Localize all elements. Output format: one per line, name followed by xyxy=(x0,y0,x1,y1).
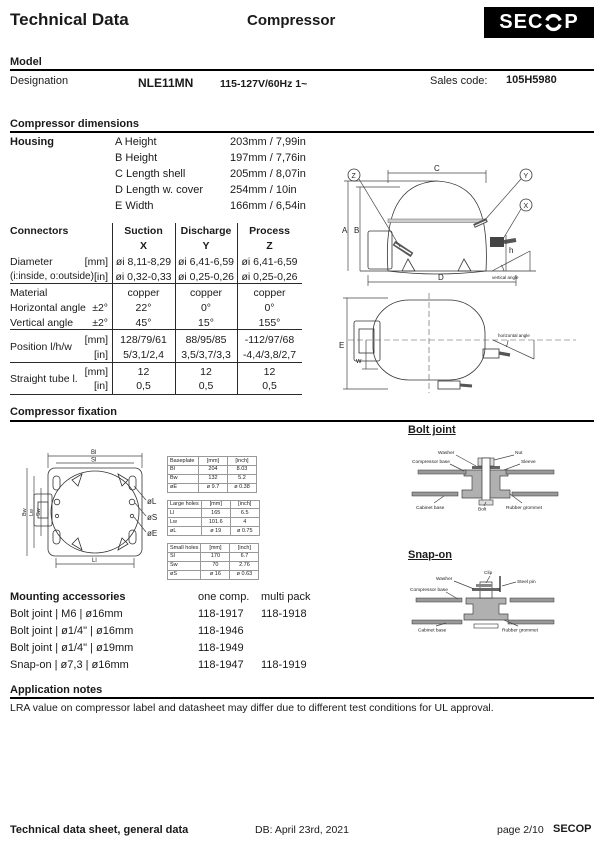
secop-o-icon xyxy=(544,13,563,32)
dim-label-b: B xyxy=(354,226,360,235)
connectors-table xyxy=(10,223,302,395)
bolt-joint-title: Bolt joint xyxy=(408,424,456,436)
mounting-multi-pack: 118-1918 xyxy=(261,608,307,620)
small-hole xyxy=(129,499,135,505)
cabinet-base-label: Cabinet base xyxy=(418,628,447,634)
fixation-baseplate-drawing xyxy=(22,446,167,572)
dim-label-d: D xyxy=(438,273,444,282)
dim-bl: Bl xyxy=(91,450,97,456)
compressor-base-label: Compressor base xyxy=(410,588,448,593)
small-hole xyxy=(54,499,60,505)
bolt-label: Bolt xyxy=(478,507,487,512)
mounting-foot xyxy=(458,259,471,271)
designation-label: Designation xyxy=(10,75,69,87)
section-title-fixation: Compressor fixation xyxy=(10,406,117,418)
section-title-application-notes: Application notes xyxy=(10,684,103,696)
washer-label: Washer xyxy=(436,577,453,582)
dim-value: 203mm / 7,99in xyxy=(230,136,306,148)
col-code: X xyxy=(139,240,147,252)
voltage-value: 115-127V/60Hz 1~ xyxy=(220,78,308,90)
mounting-one-comp: 118-1947 xyxy=(198,659,244,671)
secop-logo xyxy=(484,7,594,38)
washer-label: Washer xyxy=(438,451,455,456)
mounting-row-label: Bolt joint | M6 | ø16mm xyxy=(10,608,123,620)
tiny-hole xyxy=(55,514,58,517)
compressor-base-plate xyxy=(416,598,462,602)
cabinet-base-plate xyxy=(412,620,462,624)
table-row: Vertical angle ±2° 45° 15° 155° xyxy=(10,317,281,329)
compressor-side-view-drawing xyxy=(340,163,540,289)
application-note-text: LRA value on compressor label and datasheet may differ due to different test conditions for UL approval. xyxy=(10,702,494,714)
balloon-y: Y xyxy=(523,173,529,180)
dim-value: 197mm / 7,76in xyxy=(230,152,306,164)
section-rule xyxy=(10,131,594,133)
logo-text-p: P xyxy=(564,11,579,33)
col-header: Discharge xyxy=(180,225,232,237)
body-outline-top xyxy=(51,471,139,553)
connectors-title: Connectors xyxy=(10,225,69,237)
cabinet-base-plate xyxy=(508,620,554,624)
dim-label-h: h xyxy=(509,246,514,255)
housing-label: Housing xyxy=(10,136,54,148)
col-code: Z xyxy=(266,240,273,252)
cabinet-base-label: Cabinet base xyxy=(416,506,445,511)
dim-value: 166mm / 6,54in xyxy=(230,200,306,212)
table-row: (i:inside, o:outside) [in] øi 0,32-0,33 øi 0,25-0,26 øi 0,25-0,26 xyxy=(10,271,298,283)
steel-pin-label: Steel pin xyxy=(517,580,536,585)
section-rule xyxy=(10,420,594,422)
washer-shape xyxy=(472,588,500,591)
balloon-x: X xyxy=(523,203,529,210)
horizontal-angle-note: horizontal angle xyxy=(498,333,530,338)
designation-value: NLE11MN xyxy=(138,76,194,90)
dim-value: 254mm / 10in xyxy=(230,184,297,196)
dim-lw: Lw xyxy=(29,508,35,516)
baseplate-outline xyxy=(48,468,142,556)
large-holes-table: Large holes [mm] [inch] Ll 165 6.5 Lw 101.6 4 øL ø 19 ø 0.75 xyxy=(167,500,260,537)
dim-ll: Ll xyxy=(92,558,97,564)
sleeve-label: Sleeve xyxy=(521,460,536,465)
compressor-base-plate xyxy=(510,598,554,602)
mounting-col-multi: multi pack xyxy=(261,591,311,603)
fixation-tables xyxy=(167,456,260,587)
mounting-multi-pack: 118-1919 xyxy=(261,659,307,671)
bolt-joint-drawing xyxy=(410,444,560,512)
table-row: Position l/h/w [mm] 128/79/61 88/95/85 -112/97/68 xyxy=(10,334,295,353)
section-rule xyxy=(10,697,594,699)
table-row: Diameter [mm] øi 8,11-8,29 øi 6,41-6,59 øi 6,41-6,59 xyxy=(10,256,298,268)
footer-left: Technical data sheet, general data xyxy=(10,824,189,836)
section-title-dimensions: Compressor dimensions xyxy=(10,118,139,130)
mounting-one-comp: 118-1946 xyxy=(198,625,244,637)
mounting-one-comp: 118-1949 xyxy=(198,642,244,654)
process-connector xyxy=(490,237,504,247)
compressor-base-plate xyxy=(418,470,466,474)
clip-label: Clip xyxy=(484,571,493,576)
table-row: [in] 0,5 0,5 0,5 xyxy=(93,380,277,392)
table-row xyxy=(10,225,302,239)
large-hole-slot xyxy=(129,476,136,490)
nut-label: Nut xyxy=(515,451,523,456)
dim-label: E Width xyxy=(115,200,154,212)
col-header: Process xyxy=(249,225,290,237)
dim-value: 205mm / 8,07in xyxy=(230,168,306,180)
compressor-base-plate xyxy=(506,470,554,474)
mounting-header: Mounting accessories xyxy=(10,591,126,603)
footer-brand: SECOP xyxy=(553,823,592,835)
page-title: Technical Data xyxy=(10,10,129,29)
snap-on-drawing xyxy=(410,568,560,634)
table-row: Material copper copper copper xyxy=(10,287,286,299)
small-holes-table: Small holes [mm] [inch] Sl 170 6.7 Sw 70 2.76 øS ø 16 ø 0.63 xyxy=(167,543,259,580)
rubber-grommet-label: Rubber grommet xyxy=(502,628,538,634)
balloon-z: Z xyxy=(351,173,356,180)
col-code: Y xyxy=(202,240,210,252)
dim-label: C Length shell xyxy=(115,168,186,180)
sales-code-value: 105H5980 xyxy=(506,74,557,86)
footer-date: DB: April 23rd, 2021 xyxy=(255,824,349,836)
dim-sl: Sl xyxy=(91,457,97,464)
bolt-shape xyxy=(482,458,490,502)
connector-stub xyxy=(438,381,460,389)
compressor-top-view-drawing xyxy=(338,293,593,397)
table-row xyxy=(10,240,302,254)
dim-label-e: E xyxy=(339,341,345,350)
rubber-grommet-shape xyxy=(464,598,508,620)
mounting-one-comp: 118-1917 xyxy=(198,608,244,620)
label-hole-s: øS xyxy=(147,513,158,522)
connector-stub xyxy=(483,349,499,358)
section-rule xyxy=(10,69,594,71)
vertical-angle-note: vertical angle xyxy=(492,275,519,280)
footer-page-number: page 2/10 xyxy=(497,824,544,836)
dim-label-w: w xyxy=(356,356,362,365)
mounting-foot xyxy=(402,259,415,271)
table-row: Horizontal angle ±2° 22° 0° 0° xyxy=(10,302,275,314)
table-row: Straight tube l. [mm] 12 12 12 xyxy=(10,366,276,385)
table-row: [in] 5/3,1/2,4 3,5/3,7/3,3 -4,4/3,8/2,7 xyxy=(93,349,297,361)
baseplate-table: Baseplate [mm] [inch] Bl 204 8.03 Bw 132 5.2 øE ø 9.7 ø 0.38 xyxy=(167,456,257,493)
clip-shape xyxy=(476,584,492,587)
dim-label-c: C xyxy=(434,164,440,173)
rubber-grommet-label: Rubber grommet xyxy=(506,506,542,511)
col-header: Suction xyxy=(124,225,163,237)
section-title-model: Model xyxy=(10,56,42,68)
cabinet-base-plate xyxy=(412,492,458,496)
mounting-row-label: Bolt joint | ø1/4" | ø16mm xyxy=(10,625,134,637)
mounting-col-one: one comp. xyxy=(198,591,250,603)
logo-text-sec: SEC xyxy=(499,11,544,33)
page-subtitle: Compressor xyxy=(247,12,336,29)
dim-sw: Sw xyxy=(36,508,42,516)
label-hole-l: øL xyxy=(147,497,157,506)
mounting-row-label: Snap-on | ø7,3 | ø16mm xyxy=(10,659,129,671)
electrical-cover-top xyxy=(354,321,380,361)
dim-label: B Height xyxy=(115,152,158,164)
tiny-hole xyxy=(130,514,133,517)
dim-bw: Bw xyxy=(22,508,28,516)
snap-on-title: Snap-on xyxy=(408,549,452,561)
cabinet-base-plate xyxy=(512,492,558,496)
compressor-body-outline xyxy=(387,181,486,274)
dim-label-a: A xyxy=(342,226,348,235)
table-hline xyxy=(10,394,302,395)
label-hole-e: øE xyxy=(147,529,158,538)
dim-label: A Height xyxy=(115,136,157,148)
dim-label: D Length w. cover xyxy=(115,184,204,196)
mounting-row-label: Bolt joint | ø1/4" | ø19mm xyxy=(10,642,134,654)
sales-code-label: Sales code: xyxy=(430,75,488,87)
compressor-base-label: Compressor base xyxy=(412,460,450,465)
